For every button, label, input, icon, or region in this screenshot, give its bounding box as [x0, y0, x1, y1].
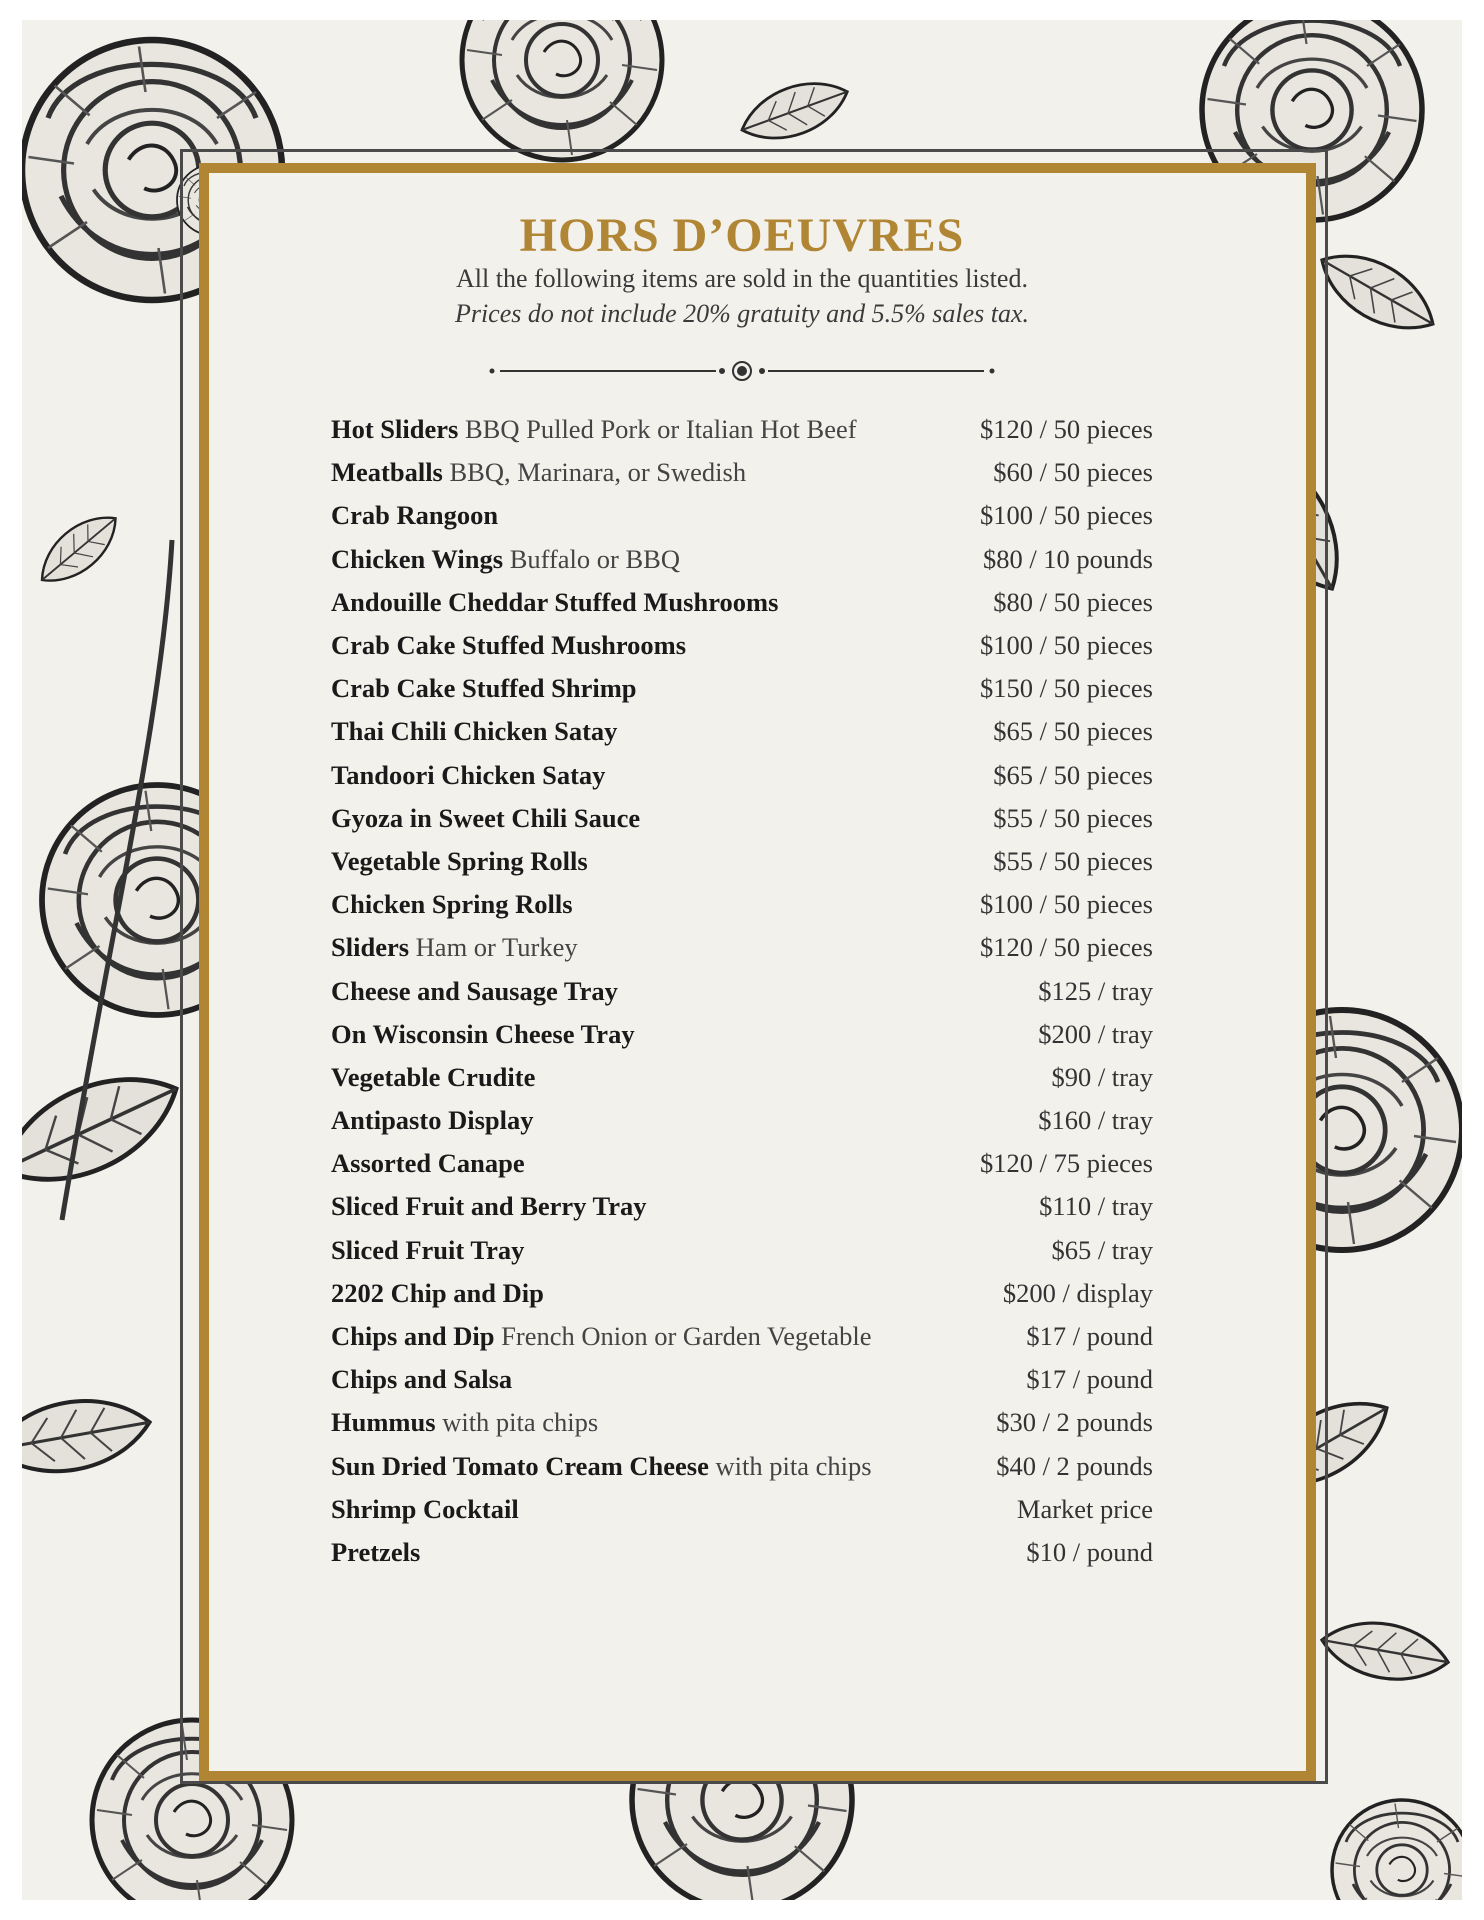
menu-item-price: $110 / tray [1039, 1191, 1153, 1222]
menu-item-name: Vegetable Spring Rolls [331, 845, 588, 876]
menu-item-description: BBQ, Marinara, or Swedish [449, 457, 747, 488]
menu-item [331, 883, 1153, 926]
menu-item-name: Crab Cake Stuffed Mushrooms [331, 630, 687, 661]
menu-item-name: 2202 Chip and Dip [331, 1277, 544, 1308]
price-note: Prices do not include 20% gratuity and 5.5% sales tax. [454, 299, 1030, 328]
menu-item-label [331, 1321, 872, 1352]
menu-item-price: $65 / tray [1051, 1234, 1153, 1265]
menu-item-label [331, 1062, 535, 1093]
menu-item-name: Hot Sliders [331, 414, 459, 445]
menu-item-name: Antipasto Display [331, 1105, 534, 1136]
menu-item-price: $65 / 50 pieces [993, 759, 1153, 790]
menu-item-price: $17 / pound [1026, 1321, 1153, 1352]
menu-item-description: with pita chips [442, 1407, 599, 1438]
menu-item-price: $100 / 50 pieces [980, 630, 1153, 661]
menu-item-price: $60 / 50 pieces [993, 457, 1153, 488]
menu-item-description: Ham or Turkey [415, 932, 578, 963]
menu-item-name: Chips and Salsa [331, 1364, 513, 1395]
menu-item-label [331, 932, 578, 963]
menu-item-price: $160 / tray [1038, 1105, 1153, 1136]
ornament-divider-icon [486, 360, 998, 382]
menu-item-label [331, 716, 617, 747]
menu-item-name: Sliders [331, 932, 410, 963]
menu-item [331, 1358, 1153, 1401]
menu-item-label [331, 1148, 525, 1179]
menu-item-description: French Onion or Garden Vegetable [501, 1321, 872, 1352]
menu-item [331, 1013, 1153, 1056]
page-title: HORS D’OEUVRES [519, 209, 965, 262]
menu-item-price: $17 / pound [1026, 1364, 1153, 1395]
menu-item-label [331, 889, 573, 920]
menu-item [331, 1229, 1153, 1272]
menu-item-name: Cheese and Sausage Tray [331, 975, 618, 1006]
menu-item-price: $55 / 50 pieces [993, 845, 1153, 876]
menu-item-price: $125 / tray [1038, 975, 1153, 1006]
menu-item-name: On Wisconsin Cheese Tray [331, 1018, 635, 1049]
menu-item-name: Crab Cake Stuffed Shrimp [331, 673, 637, 704]
menu-item-label [331, 1278, 544, 1309]
menu-item-label [331, 544, 680, 575]
menu-item-label [331, 976, 618, 1007]
menu-item-label [331, 630, 686, 661]
menu-item-description: Buffalo or BBQ [509, 543, 680, 574]
menu-item-label [331, 1537, 420, 1568]
menu-item-name: Sliced Fruit and Berry Tray [331, 1191, 647, 1222]
menu-item-name: Sliced Fruit Tray [331, 1234, 525, 1265]
menu-item [331, 969, 1153, 1012]
menu-item [331, 797, 1153, 840]
menu-item-label [331, 587, 778, 618]
menu-item [331, 1272, 1153, 1315]
menu-item-price: $150 / 50 pieces [980, 673, 1153, 704]
menu-item-name: Chicken Wings [331, 543, 504, 574]
menu-item [331, 1056, 1153, 1099]
menu-item [331, 1142, 1153, 1185]
menu-item [331, 754, 1153, 797]
menu-item-name: Chicken Spring Rolls [331, 889, 573, 920]
menu-item [331, 494, 1153, 537]
menu-item-price: $65 / 50 pieces [993, 716, 1153, 747]
menu-item [331, 1531, 1153, 1574]
menu-item-label [331, 1191, 647, 1222]
menu-item-name: Chips and Dip [331, 1321, 495, 1352]
menu-item [331, 581, 1153, 624]
menu-item [331, 1099, 1153, 1142]
menu-item-name: Tandoori Chicken Satay [331, 759, 606, 790]
menu-item-price: $100 / 50 pieces [980, 889, 1153, 920]
menu-item-price: $200 / display [1002, 1277, 1153, 1308]
menu-item-price: $55 / 50 pieces [993, 802, 1153, 833]
menu-item-name: Gyoza in Sweet Chili Sauce [331, 802, 641, 833]
menu-item-label [331, 1019, 635, 1050]
menu-item-price: $120 / 75 pieces [980, 1148, 1153, 1179]
menu-item-price: $80 / 50 pieces [993, 586, 1153, 617]
menu-item-name: Pretzels [331, 1536, 421, 1567]
menu-item-name: Shrimp Cocktail [331, 1493, 519, 1524]
menu-item-name: Crab Rangoon [331, 500, 499, 531]
menu-item-price: Market price [1016, 1493, 1153, 1524]
menu-item-name: Assorted Canape [331, 1148, 525, 1179]
menu-item [331, 1488, 1153, 1531]
menu-item-name: Andouille Cheddar Stuffed Mushrooms [331, 586, 779, 617]
menu-item-price: $10 / pound [1026, 1536, 1153, 1567]
menu-item-label [331, 1494, 519, 1525]
menu-item-label [331, 846, 588, 877]
menu-item [331, 1315, 1153, 1358]
menu-item-label [331, 414, 857, 445]
menu-item-price: $90 / tray [1051, 1061, 1153, 1092]
menu-item [331, 710, 1153, 753]
menu-item-label [331, 500, 498, 531]
menu-item-name: Hummus [331, 1407, 436, 1438]
menu-item [331, 1185, 1153, 1228]
menu-item [331, 667, 1153, 710]
menu-item [331, 451, 1153, 494]
menu-item-price: $120 / 50 pieces [980, 932, 1153, 963]
menu-item-price: $40 / 2 pounds [996, 1450, 1153, 1481]
menu-item-label [331, 1451, 872, 1482]
menu-item [331, 1401, 1153, 1444]
menu-item [331, 840, 1153, 883]
menu-item-label [331, 457, 746, 488]
menu-item-label [331, 803, 640, 834]
menu-item-label [331, 1407, 598, 1438]
menu-item-label [331, 673, 637, 704]
menu-item-price: $30 / 2 pounds [996, 1407, 1153, 1438]
menu-item-label [331, 760, 605, 791]
menu-item-label [331, 1235, 524, 1266]
menu-item-price: $80 / 10 pounds [982, 543, 1153, 574]
menu-item-price: $100 / 50 pieces [980, 500, 1153, 531]
menu-list [331, 408, 1153, 1574]
menu-item [331, 408, 1153, 451]
menu-item-name: Meatballs [331, 457, 443, 488]
menu-item-name: Thai Chili Chicken Satay [331, 716, 618, 747]
menu-item-label [331, 1364, 512, 1395]
menu-item-price: $200 / tray [1038, 1018, 1153, 1049]
menu-item [331, 624, 1153, 667]
menu-item [331, 926, 1153, 969]
menu-item-label [331, 1105, 533, 1136]
menu-item-name: Sun Dried Tomato Cream Cheese [331, 1450, 709, 1481]
menu-item [331, 1445, 1153, 1488]
menu-item [331, 538, 1153, 581]
menu-item-description: BBQ Pulled Pork or Italian Hot Beef [464, 414, 857, 445]
menu-item-price: $120 / 50 pieces [980, 414, 1153, 445]
menu-item-name: Vegetable Crudite [331, 1061, 536, 1092]
menu-item-description: with pita chips [715, 1450, 872, 1481]
subtitle: All the following items are sold in the quantities listed. [456, 264, 1028, 293]
